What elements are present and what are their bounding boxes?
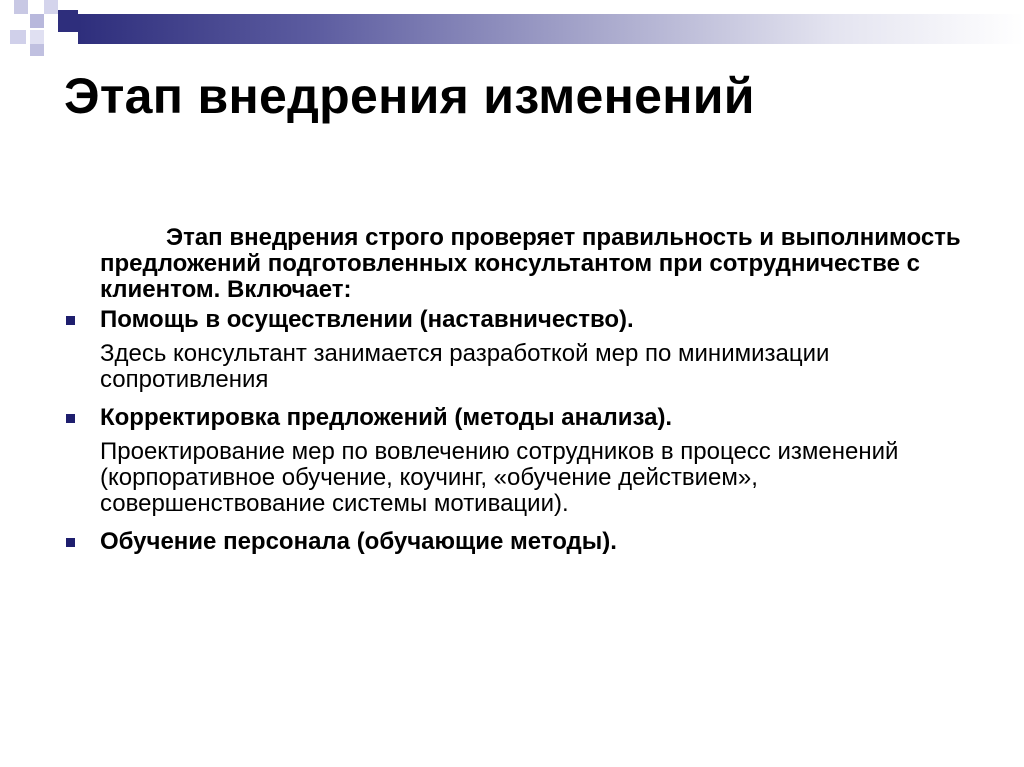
bullet-list [66,307,966,555]
deco-square [10,30,26,44]
item-title: Обучение персонала (обучающие методы). [100,528,617,555]
deco-square [30,14,44,28]
deco-square [58,10,78,32]
deco-square [30,44,44,56]
item-description: Проектирование мер по вовлечению сотрудников в процесс изменений (корпоративное обучение, коучинг, «обучение действием», совершенствование системы мотивации). [100,438,899,517]
deco-square [44,0,58,14]
item-title: Корректировка предложений (методы анализа). [100,404,673,431]
gradient-band [78,14,1024,44]
item-title: Помощь в осуществлении (наставничество). [100,306,634,333]
deco-square [30,30,44,44]
slide-title: Этап внедрения изменений [64,68,755,124]
intro-paragraph: Этап внедрения строго проверяет правильность и выполнимость предложений подготовленных консультантом при сотрудничестве с клиентом. Включает: [100,224,961,303]
list-item [66,307,966,393]
list-item [66,529,966,555]
list-item [66,405,966,517]
decorative-header [0,0,1024,60]
square-bullet-icon [66,538,75,547]
square-bullet-icon [66,414,75,423]
slide-body [66,225,966,555]
square-bullet-icon [66,316,75,325]
item-description: Здесь консультант занимается разработкой мер по минимизации сопротивления [100,340,830,393]
deco-square [14,0,28,14]
